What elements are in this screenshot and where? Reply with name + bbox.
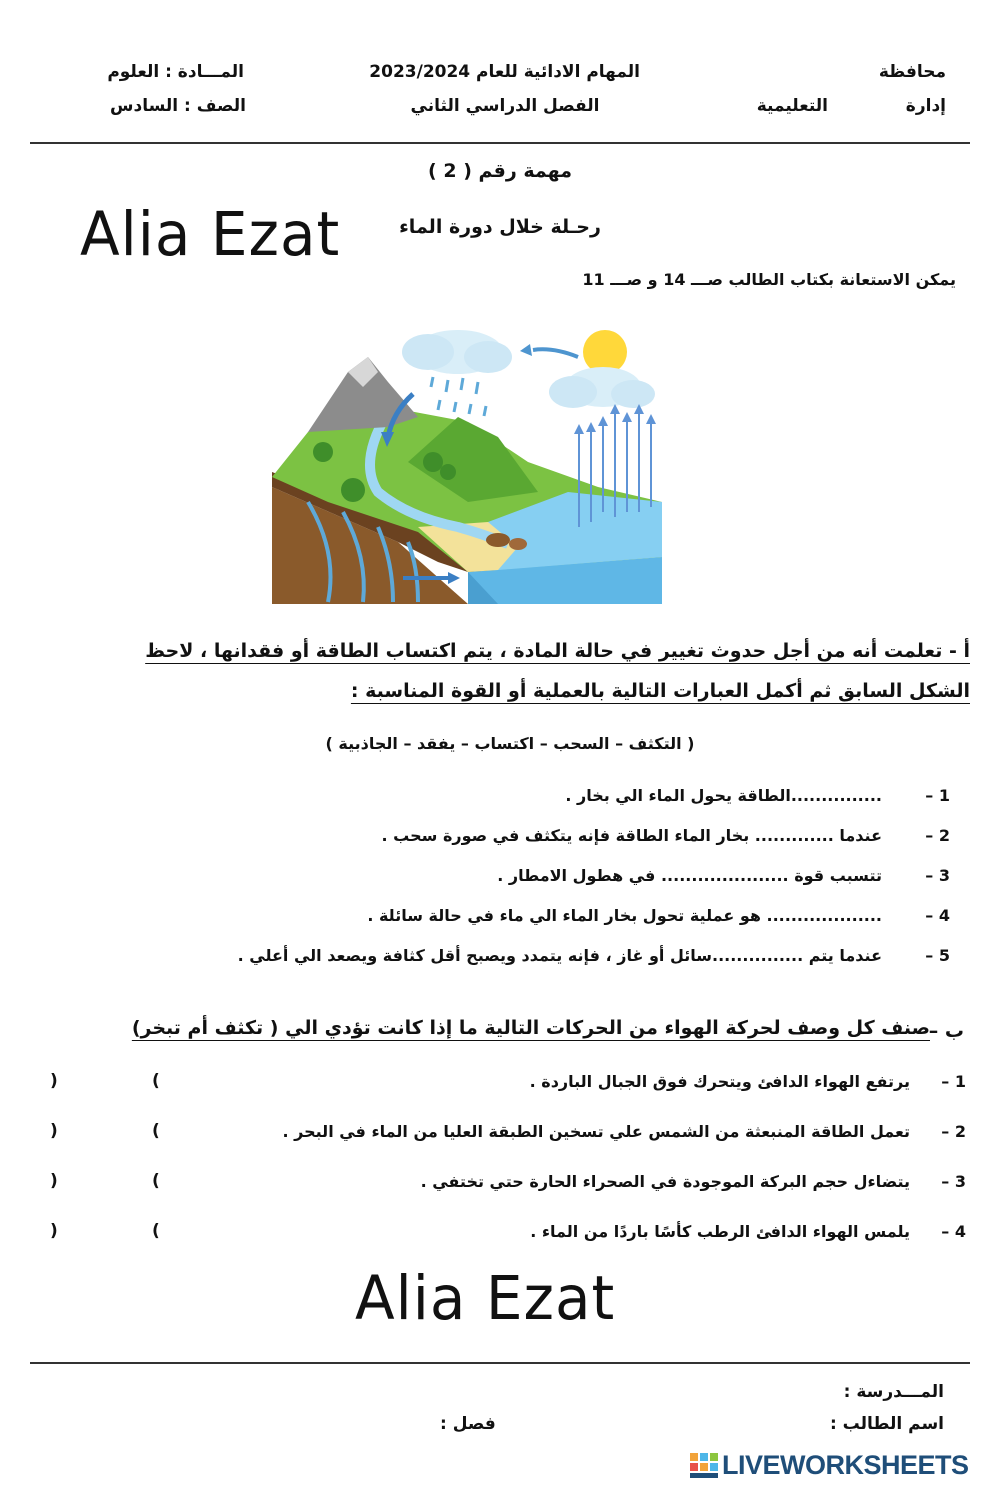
tasks-year: المهام الادائية للعام 2023/2024 [369,62,640,82]
item-number: 2 – [941,1122,966,1141]
educational-label: التعليمية [756,96,828,116]
fill-blank-item[interactable]: ...............الطاقة يحول الماء الي بخار . [565,786,882,805]
rock [486,533,510,547]
item-number: 3 – [925,866,950,885]
class-label: فصل : [440,1414,496,1434]
answer-paren-open[interactable]: ( [152,1071,160,1091]
rain-drops [431,377,486,416]
fill-blank-item[interactable]: ................... هو عملية تحول بخار الماء الي ماء في حالة سائلة . [367,906,882,925]
author-signature: Alia Ezat [80,198,341,270]
answer-paren-open[interactable]: ( [152,1121,160,1141]
answer-paren-open[interactable]: ( [152,1221,160,1241]
liveworksheets-brand [690,1450,969,1481]
item-number: 4 – [925,906,950,925]
answer-paren-close[interactable]: ) [50,1171,58,1191]
answer-paren-close[interactable]: ) [50,1221,58,1241]
fill-blank-item[interactable]: تتسبب قوة ..................... في هطول الامطار . [497,866,882,885]
item-number: 1 – [925,786,950,805]
answer-paren-close[interactable]: ) [50,1121,58,1141]
author-signature-bottom: Alia Ezat [355,1262,616,1334]
section-b-prefix: ب – [928,1020,964,1042]
semester-label: الفصل الدراسي الثاني [410,96,600,116]
water-cycle-illustration [268,312,662,604]
classify-item: تعمل الطاقة المنبعثة من الشمس علي تسخين الطبقة العليا من الماء في البحر . [282,1122,910,1141]
footer-divider [30,1362,970,1364]
section-a-instruction-line2: الشكل السابق ثم أكمل العبارات التالية بالعملية أو القوة المناسبة : [350,680,970,702]
word-bank: ( التكثف – السحب – اكتساب – يفقد – الجاذبية ) [325,734,695,753]
tree [423,452,443,472]
item-number: 1 – [941,1072,966,1091]
subject-label: المـــادة : العلوم [107,62,244,82]
school-label: المـــدرسة : [843,1382,944,1402]
classify-item: يتضاءل حجم البركة الموجودة في الصحراء الحارة حتي تختفي . [420,1172,910,1191]
administration-label: إدارة [905,96,946,116]
classify-item: يلمس الهواء الدافئ الرطب كأسًا باردًا من الماء . [530,1222,910,1241]
answer-paren-close[interactable]: ) [50,1071,58,1091]
section-b-instruction: صنف كل وصف لحركة الهواء من الحركات التالية ما إذا كانت تؤدي الي ( تكثف أم تبخر) [131,1017,930,1039]
task-number-title: مهمة رقم ( 2 ) [428,160,572,182]
liveworksheets-wordmark: LIVEWORKSHEETS [722,1450,969,1480]
header-divider [30,142,970,144]
task-title: رحـلة خلال دورة الماء [399,216,601,238]
item-number: 2 – [925,826,950,845]
item-number: 3 – [941,1172,966,1191]
liveworksheets-logo-icon [690,1453,720,1479]
book-reference: يمكن الاستعانة بكتاب الطالب صـــ 14 و صـــ 11 [582,270,956,289]
fill-blank-item[interactable]: عندما ............. بخار الماء الطاقة فإنه يتكثف في صورة سحب . [381,826,882,845]
item-number: 5 – [925,946,950,965]
cloud-movement-arrow [533,349,578,357]
tree [440,464,456,480]
cloud-right [549,367,655,408]
answer-paren-open[interactable]: ( [152,1171,160,1191]
classify-item: يرتفع الهواء الدافئ ويتحرك فوق الجبال الباردة . [529,1072,910,1091]
grade-label: الصف : السادس [110,96,246,116]
governorate-label: محافظة [878,62,946,82]
fill-blank-item[interactable]: عندما يتم ...............سائل أو غاز ، فإنه يتمدد ويصبح أقل كثافة ويصعد الي أعلي . [237,946,882,965]
student-name-label: اسم الطالب : [829,1414,944,1434]
section-a-instruction-line1: أ - تعلمت أنه من أجل حدوث تغيير في حالة المادة ، يتم اكتساب الطاقة أو فقدانها ، لاحظ [145,640,970,662]
item-number: 4 – [941,1222,966,1241]
tree [313,442,333,462]
rain-cloud [402,330,512,374]
tree [341,478,365,502]
